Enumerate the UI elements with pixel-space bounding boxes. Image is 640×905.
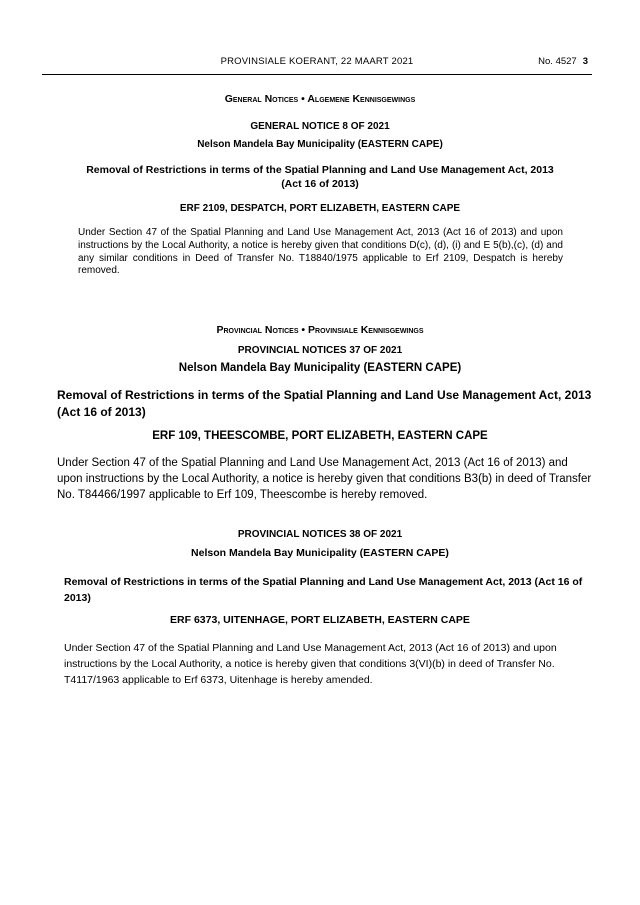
provincial-notice-37-number: PROVINCIAL NOTICES 37 OF 2021: [237, 345, 403, 356]
general-notices-heading: General Notices • Algemene Kennisgewings: [224, 93, 416, 105]
page-number: 3: [582, 56, 588, 67]
issue-info: [538, 56, 588, 67]
issue-number: No. 4527: [538, 56, 577, 67]
provincial-notice-38-municipality: Nelson Mandela Bay Municipality (EASTERN CAPE): [191, 547, 449, 559]
general-notice-number: GENERAL NOTICE 8 OF 2021: [250, 121, 390, 132]
general-notice-erf: ERF 2109, DESPATCH, PORT ELIZABETH, EASTERN CAPE: [179, 203, 461, 214]
general-notice-title: Removal of Restrictions in terms of the Spatial Planning and Land Use Management Act, 2013 (Act 16 of 2013): [86, 164, 554, 190]
provincial-notice-37-erf: ERF 109, THEESCOMBE, PORT ELIZABETH, EASTERN CAPE: [152, 430, 488, 442]
provincial-notice-37-title: Removal of Restrictions in terms of the Spatial Planning and Land Use Management Act, 2013 (Act 16 of 2013): [57, 388, 592, 419]
provincial-notice-37-municipality: Nelson Mandela Bay Municipality (EASTERN CAPE): [178, 362, 462, 374]
provincial-notice-38-number: PROVINCIAL NOTICES 38 OF 2021: [237, 529, 403, 540]
general-notice-municipality: Nelson Mandela Bay Municipality (EASTERN CAPE): [197, 139, 443, 150]
provincial-notice-38-erf: ERF 6373, UITENHAGE, PORT ELIZABETH, EASTERN CAPE: [170, 614, 470, 626]
page-header: [42, 56, 592, 75]
provincial-notice-38-title: Removal of Restrictions in terms of the Spatial Planning and Land Use Management Act, 2013 (Act 16 of 2013): [64, 576, 583, 604]
provincial-notices-heading: Provincial Notices • Provinsiale Kennisgewings: [216, 324, 424, 336]
gazette-title: PROVINSIALE KOERANT, 22 MAART 2021: [220, 56, 414, 67]
provincial-notice-38-body: Under Section 47 of the Spatial Planning and Land Use Management Act, 2013 (Act 16 of 2013) and upon instructions by the Local Authority, a notice is hereby given that conditions 3(VI)(b) in deed of Transfer No. T4117/1963 applicable to Erf 6373, Uitenhage is hereby amended.: [64, 642, 557, 686]
provincial-notice-37-body: Under Section 47 of the Spatial Planning and Land Use Management Act, 2013 (Act 16 of 2013) and upon instructions by the Local Authority, a notice is hereby given that conditions B3(b) in deed of Transfer No. T84466/1997 applicable to Erf 109, Theescombe is hereby removed.: [57, 457, 592, 501]
general-notice-body: Under Section 47 of the Spatial Planning and Land Use Management Act, 2013 (Act 16 of 2013) and upon instructions by the Local Authority, a notice is hereby given that conditions D(c), (d), (i) and E 5(b),(c), (d) and any similar conditions in Deed of Transfer No. T18840/1975 applicable to Erf 2109, Despatch is hereby removed.: [78, 227, 563, 277]
